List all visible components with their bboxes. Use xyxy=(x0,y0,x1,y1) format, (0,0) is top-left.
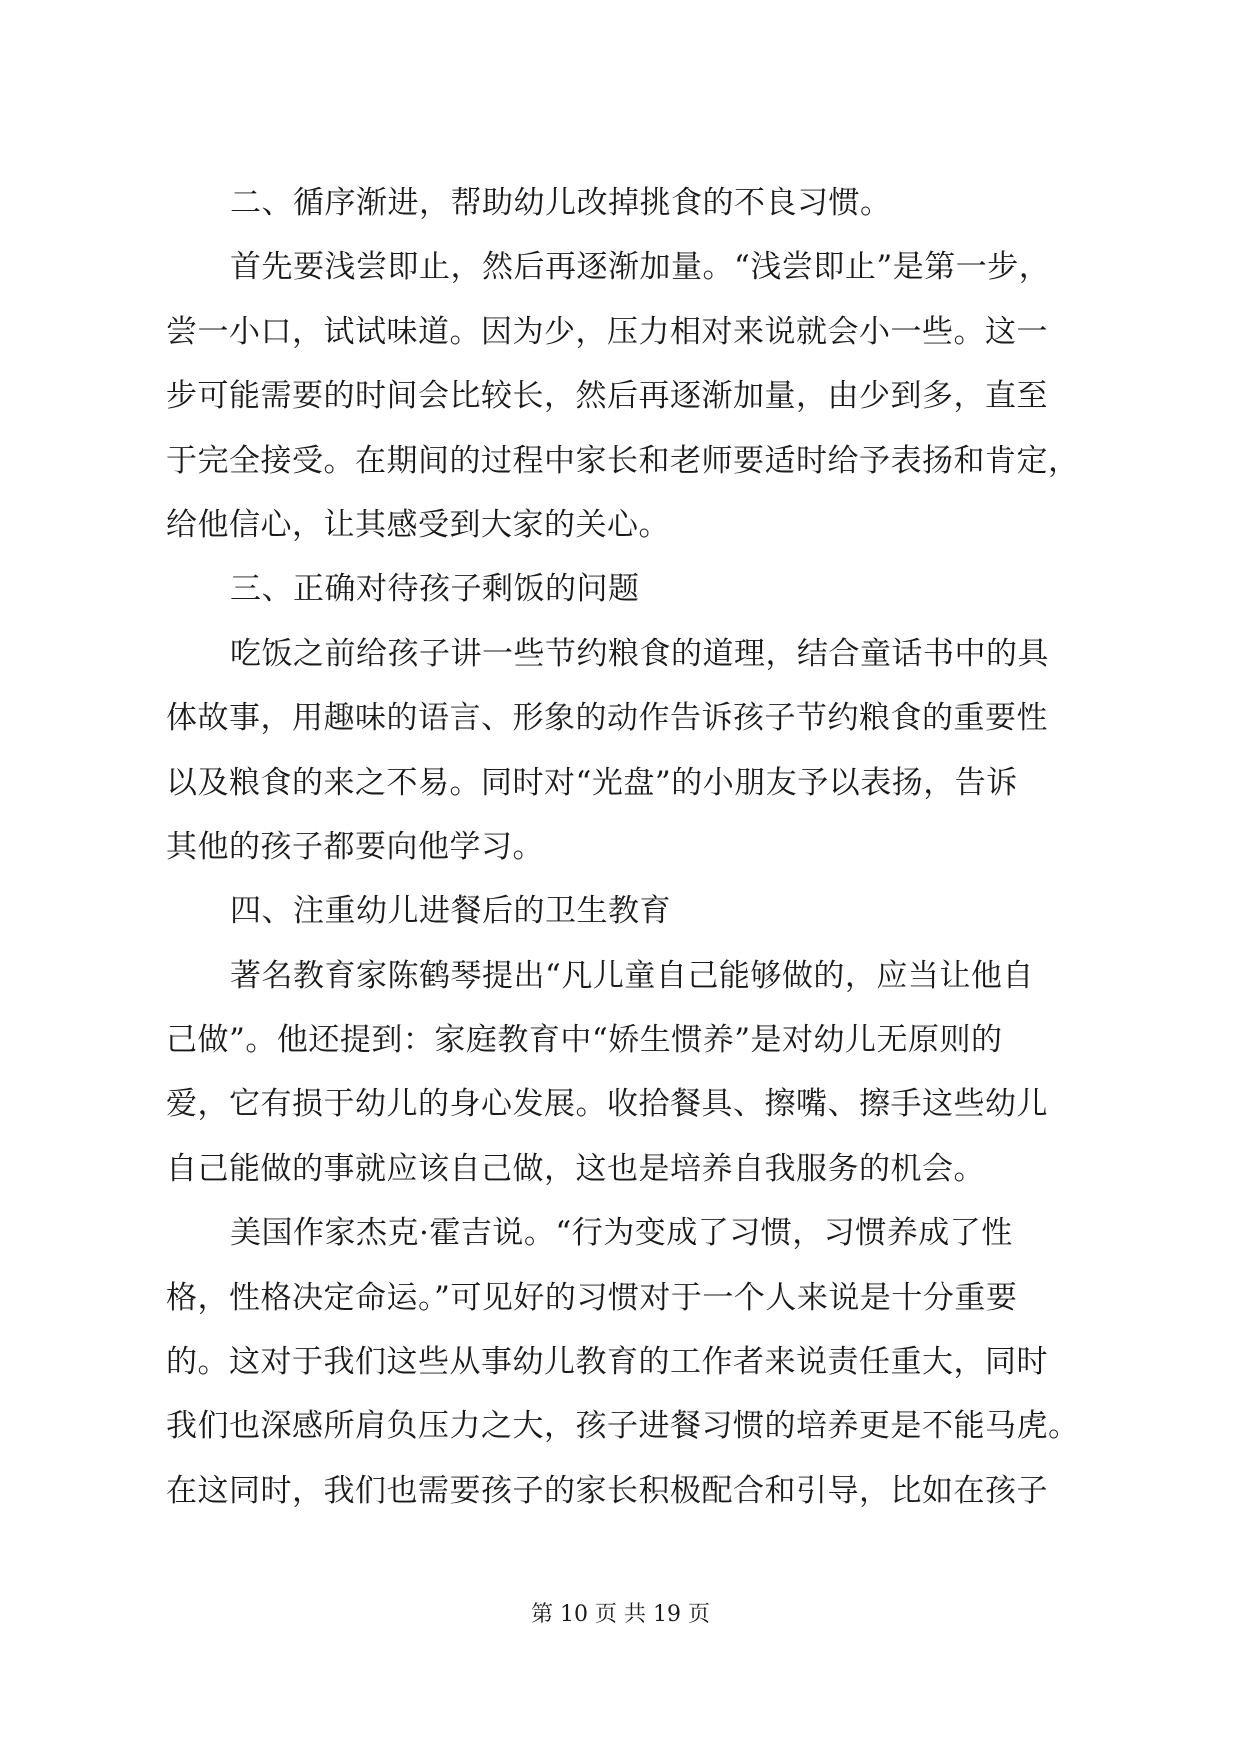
paragraph-line: 自己能做的事就应该自己做，这也是培养自我服务的机会。 xyxy=(166,1150,985,1187)
paragraph-line: 爱，它有损于幼儿的身心发展。收拾餐具、擦嘴、擦手这些幼儿 xyxy=(166,1086,1048,1123)
paragraph-line: 体故事，用趣味的语言、形象的动作告诉孩子节约粮食的重要性 xyxy=(166,700,1048,737)
paragraph-line: 首先要浅尝即止，然后再逐渐加量。“浅尝即止”是第一步， xyxy=(230,249,1051,286)
section-heading-3: 三、正确对待孩子剩饭的问题 xyxy=(230,571,640,608)
page-number-footer: 第 10 页 共 19 页 xyxy=(531,1602,710,1627)
section-heading-2: 二、循序渐进，帮助幼儿改掉挑食的不良习惯。 xyxy=(230,185,892,221)
paragraph-line: 步可能需要的时间会比较长，然后再逐渐加量，由少到多，直至 xyxy=(166,378,1048,415)
paragraph-line: 在这同时，我们也需要孩子的家长积极配合和引导，比如在孩子 xyxy=(166,1472,1048,1509)
paragraph-line: 美国作家杰克·霍吉说。“行为变成了习惯，习惯养成了性 xyxy=(230,1215,1013,1252)
paragraph-line: 给他信心，让其感受到大家的关心。 xyxy=(166,506,670,543)
section-heading-4: 四、注重幼儿进餐后的卫生教育 xyxy=(230,893,671,930)
paragraph-line: 其他的孩子都要向他学习。 xyxy=(166,828,544,865)
body-text xyxy=(166,171,1086,1523)
paragraph-line: 己做”。他还提到：家庭教育中“娇生惯养”是对幼儿无原则的 xyxy=(166,1022,1003,1059)
paragraph-line: 格，性格决定命运。”可见好的习惯对于一个人来说是十分重要 xyxy=(166,1279,1018,1316)
paragraph-line: 我们也深感所肩负压力之大，孩子进餐习惯的培养更是不能马虎。 xyxy=(166,1408,1080,1445)
paragraph-line: 的。这对于我们这些从事幼儿教育的工作者来说责任重大，同时 xyxy=(166,1344,1048,1381)
paragraph-line: 著名教育家陈鹤琴提出“凡儿童自己能够做的，应当让他自 xyxy=(230,957,1034,994)
paragraph-line: 于完全接受。在期间的过程中家长和老师要适时给予表扬和肯定， xyxy=(166,442,1080,479)
paragraph-line: 吃饭之前给孩子讲一些节约粮食的道理，结合童话书中的具 xyxy=(230,635,1049,672)
paragraph-line: 以及粮食的来之不易。同时对“光盘”的小朋友予以表扬，告诉 xyxy=(166,764,1018,801)
paragraph-line: 尝一小口，试试味道。因为少，压力相对来说就会小一些。这一 xyxy=(166,313,1048,350)
